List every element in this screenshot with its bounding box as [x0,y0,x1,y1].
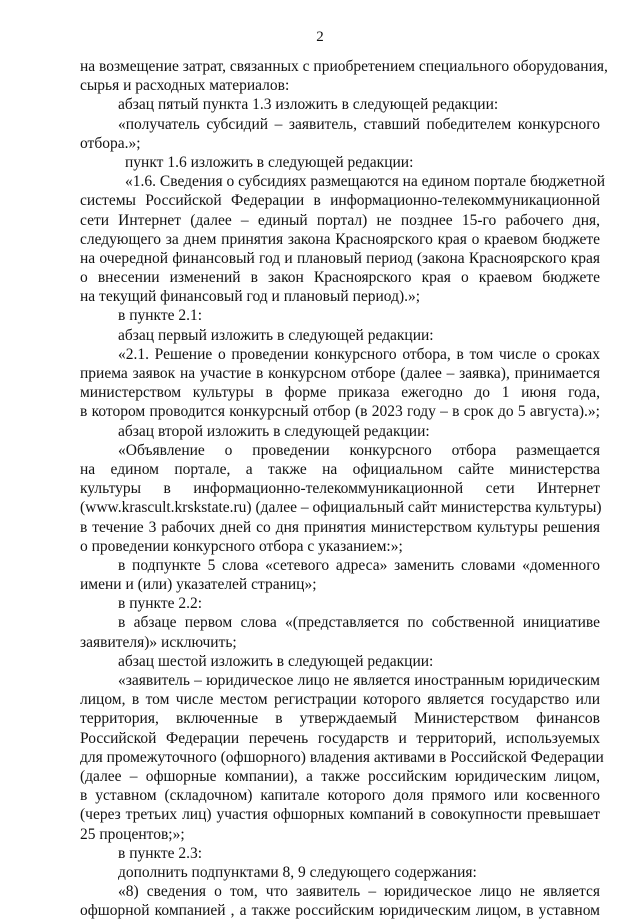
text-line: в котором проводится конкурсный отбор (в 2023 году – в срок до 5 августа).»; [80,403,600,421]
text-line: заявителя)» исключить; [80,633,237,651]
text-line: на очередной финансовый год и плановый период (закона Красноярского края [80,249,600,267]
text-line: культуры в информационно-телекоммуникационной сети Интернет [80,480,600,498]
text-line: абзац пятый пункта 1.3 изложить в следующей редакции: [118,96,499,114]
text-line: имени и (или) указателей страниц»; [80,576,317,594]
text-line: на едином портале, а также на официальном сайте министерства [80,460,600,478]
text-line: сырья и расходных материалов: [80,77,290,95]
document-body [80,57,608,920]
text-line: сети Интернет (далее – единый портал) не позднее 15-го рабочего дня, [80,211,600,229]
text-line: на текущий финансовый год и плановый период).»; [80,288,421,306]
text-line: в течение 3 рабочих дней со дня принятия министерством культуры решения [80,518,600,536]
text-line: Российской Федерации перечень государств и территорий, используемых [80,729,600,747]
text-line: пункт 1.6 изложить в следующей редакции: [125,153,414,171]
text-line: приема заявок на участие в конкурсном отборе (далее – заявка), принимается [80,365,600,382]
text-line: о проведении конкурсного отбора с указанием:»; [80,537,403,555]
text-line: (далее – офшорные компании), а также российским юридическим лицом, [80,767,600,785]
text-line: «получатель субсидий – заявитель, ставший победителем конкурсного [118,115,600,133]
text-line: системы Российской Федерации в информационно-телекоммуникационной [80,192,600,210]
text-line: абзац второй изложить в следующей редакции: [118,422,430,440]
text-line: (через третьих лиц) участия офшорных компаний в совокупности превышает [80,806,600,824]
text-line: министерством культуры в форме приказа ежегодно до 1 июня года, [80,384,600,402]
text-line: в подпункте 5 слова «сетевого адреса» заменить словами «доменного [118,556,600,574]
text-line: абзац шестой изложить в следующей редакции: [118,652,434,670]
text-line: территория, включенные в утверждаемый Министерством финансов [80,710,600,728]
text-line: «1.6. Сведения о субсидиях размещаются на едином портале бюджетной [125,173,606,191]
text-line: в пункте 2.3: [118,844,203,862]
page-number: 2 [316,29,324,45]
text-line: офшорной компанией , а также российским юридическим лицом, в уставном [80,902,600,920]
text-line: в пункте 2.2: [118,595,203,613]
text-line: «Объявление о проведении конкурсного отбора размещается [118,441,600,459]
text-line: абзац первый изложить в следующей редакции: [118,326,434,344]
text-line: (www.krascult.krskstate.ru) (далее – официальный сайт министерства культуры) [80,499,602,517]
text-line: о внесении изменений в закон Красноярского края о краевом бюджете [80,269,600,287]
text-line: в пункте 2.1: [118,307,203,325]
text-line: следующего за днем принятия закона Красноярского края о краевом бюджете [80,230,600,248]
text-line: в уставном (складочном) капитале которого доля прямого или косвенного [80,787,600,805]
text-line: «заявитель – юридическое лицо не является иностранным юридическим [118,672,600,689]
text-line: на возмещение затрат, связанных с приобретением специального оборудования, [80,58,608,75]
text-line: 25 процентов;»; [80,825,185,843]
text-line: для промежуточного (офшорного) владения активами в Российской Федерации [80,748,604,766]
text-line: отбора.»; [80,134,141,152]
text-line: лицом, в том числе местом регистрации которого является государство или [80,691,600,709]
text-line: дополнить подпунктами 8, 9 следующего содержания: [118,863,477,881]
text-line: в абзаце первом слова «(представляется по собственной инициативе [118,614,600,632]
text-line: «2.1. Решение о проведении конкурсного отбора, в том числе о сроках [118,345,600,363]
text-line: «8) сведения о том, что заявитель – юридическое лицо не является [118,883,600,901]
